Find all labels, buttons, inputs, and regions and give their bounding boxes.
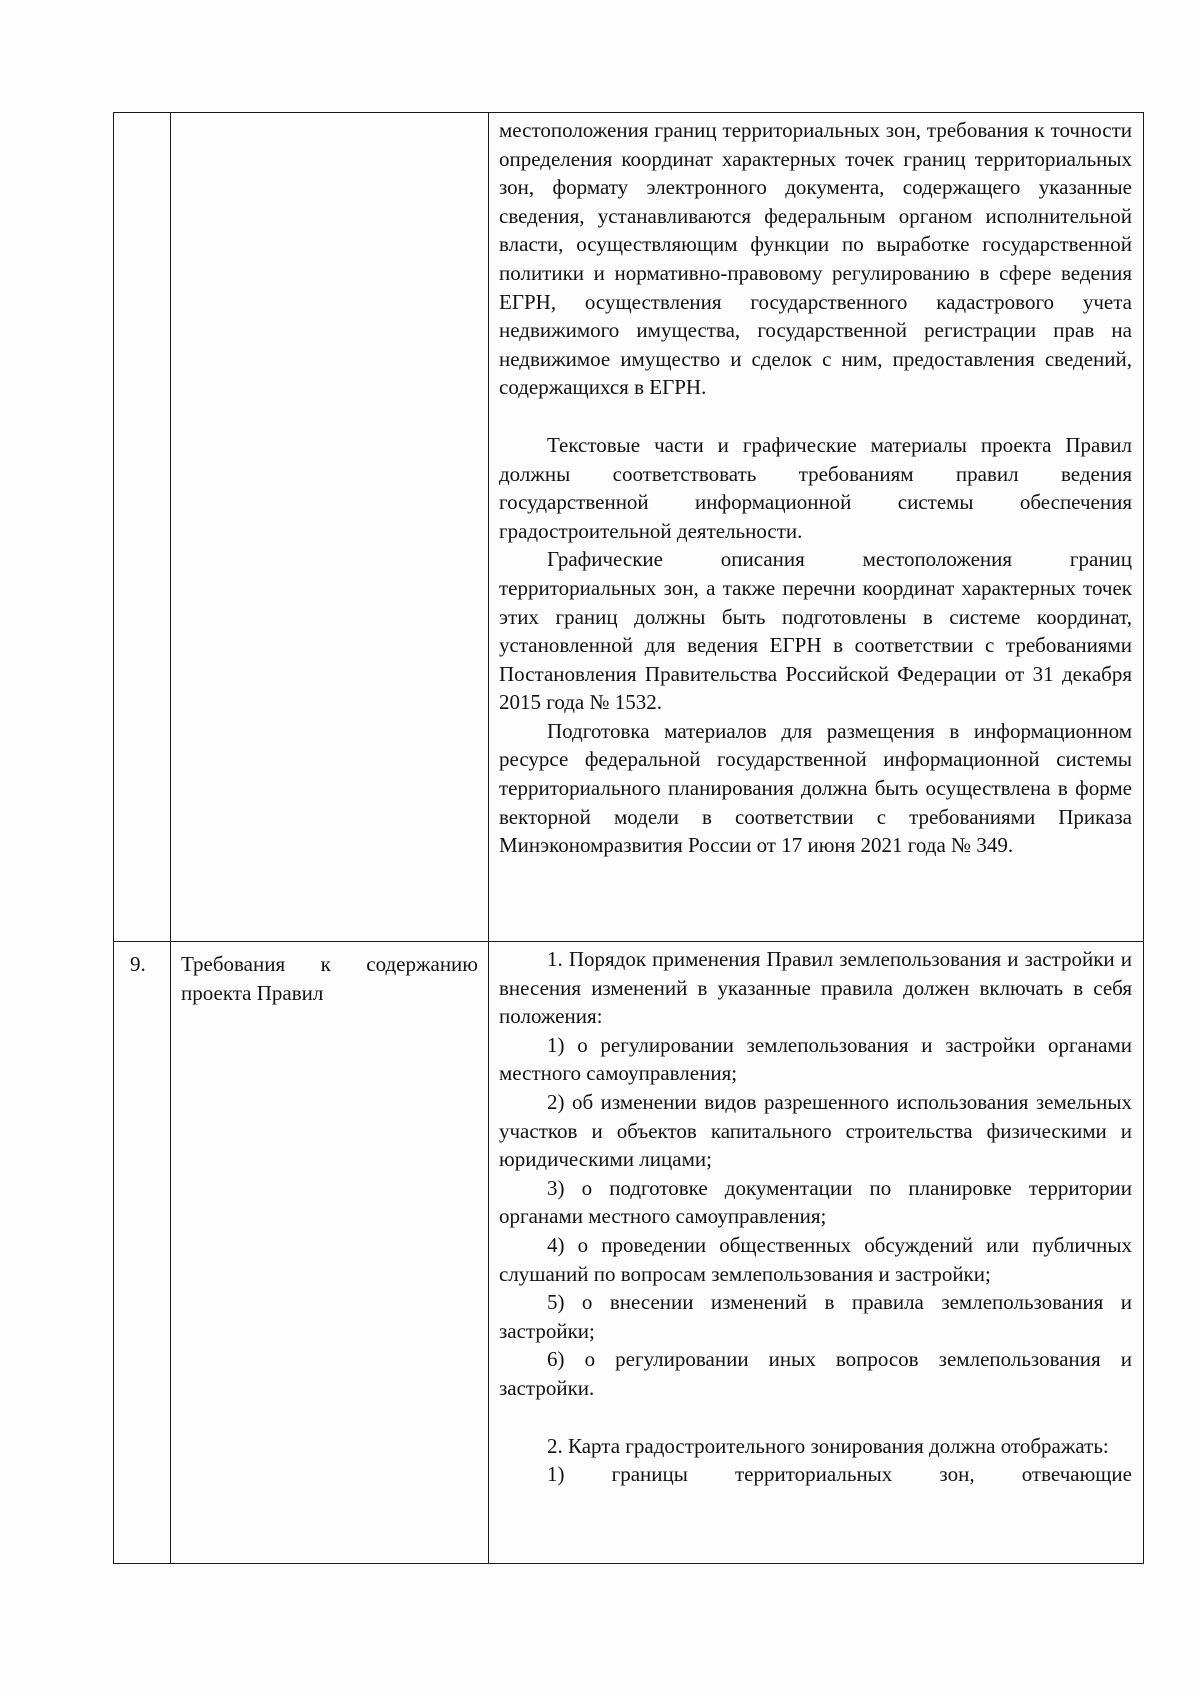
paragraph-procedure: 1. Порядок применения Правил землепользования и застройки и внесения изменений в указанные правила должен включать в себя положения:	[499, 947, 1132, 1029]
requirement-text-cell	[489, 942, 1144, 1564]
paragraph-zoning-map: 2. Карта градостроительного зонирования должна отображать:	[547, 1433, 1109, 1458]
paragraph-continued: местоположения границ территориальных зон, требования к точности определения координат характерных точек границ территориальных зон, формату электронного документа, содержащего указанные сведения, устанавливаются федеральным органом исполнительной власти, осуществляющим функции по выработке государственной политики и нормативно-правовому регулированию в сфере ведения ЕГРН, осуществления государственного кадастрового учета недвижимого имущества, государственной регистрации прав на недвижимое имущество и сделок с ним, предоставления сведений, содержащихся в ЕГРН.	[499, 118, 1132, 400]
requirements-table	[113, 112, 1144, 1564]
table-row-continued	[114, 113, 1144, 942]
requirement-name-cell	[171, 113, 489, 942]
list-item-5: 5) о внесении изменений в правила землепользования и застройки;	[499, 1290, 1132, 1343]
zoning-map-item-1: 1) границы территориальных зон, отвечающие	[547, 1462, 1132, 1487]
requirement-name-cell	[171, 942, 489, 1564]
table-row-9	[114, 942, 1144, 1564]
list-item-3: 3) о подготовке документации по планировке территории органами местного самоуправления;	[499, 1175, 1132, 1229]
list-item-2: 2) об изменении видов разрешенного использования земельных участков и объектов капитального строительства физическими и юридическими лицами;	[499, 1089, 1132, 1172]
requirement-text-cell	[489, 113, 1144, 942]
list-item-1: 1) о регулировании землепользования и застройки органами местного самоуправления;	[499, 1032, 1132, 1086]
list-item-4: 4) о проведении общественных обсуждений или публичных слушаний по вопросам землепользования и застройки;	[499, 1232, 1132, 1286]
list-item-6: 6) о регулировании иных вопросов землепользования и застройки.	[499, 1347, 1132, 1400]
paragraph-graphic-descriptions: Графические описания местоположения границ территориальных зон, а также перечни координат характерных точек этих границ должны быть подготовлены в системе координат, установленной для ведения ЕГРН в соответствии с требованиями Постановления Правительства Российской Федерации от 31 декабря 2015 года № 1532.	[499, 547, 1132, 715]
paragraph-text-materials: Текстовые части и графические материалы проекта Правил должны соответствовать требованиям правил ведения государственной информационной системы обеспечения градостроительной деятельности.	[499, 432, 1132, 543]
requirement-name: Требования к содержанию проекта Правил	[181, 952, 478, 1005]
row-number-cell	[114, 113, 171, 942]
row-number-cell: 9.	[114, 942, 171, 1564]
paragraph-vector-model: Подготовка материалов для размещения в информационном ресурсе федеральной государственной информационной системы территориального планирования должна быть осуществлена в форме векторной модели в соответствии с требованиями Приказа Минэкономразвития России от 17 июня 2021 года № 349.	[499, 718, 1132, 858]
